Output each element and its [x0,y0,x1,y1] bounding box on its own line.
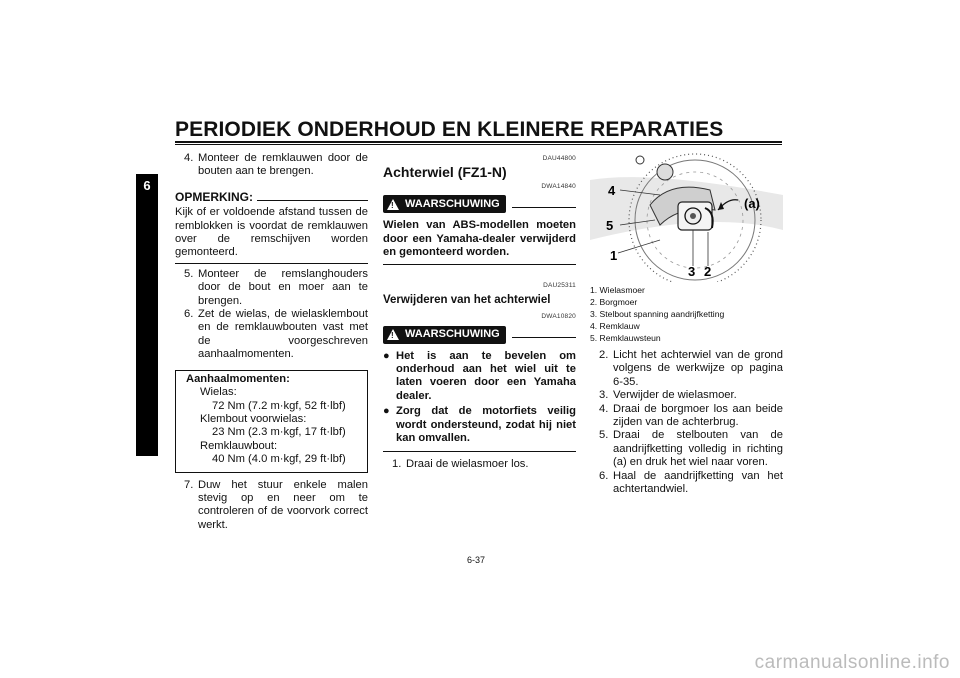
warning-header [383,195,576,213]
step-item: 5. Draai de stelbouten van de aandrijfketting volledig in richting (a) en druk het wiel naar voren. [599,429,783,469]
warning-bullet: ● Zorg dat de motorfiets veilig wordt ondersteund, zodat hij niet kan omvallen. [383,405,576,445]
chapter-tab: 6 [136,174,158,456]
figure-legend [590,284,783,344]
legend-item: 3. Stelbout spanning aandrijfketting [590,309,725,319]
title-rule [175,141,782,143]
step-item: 6. Haal de aandrijfketting van het achtertandwiel. [599,469,783,496]
legend-item: 5. Remklauwsteun [590,333,661,343]
warning-header [383,326,576,344]
legend-item: 4. Remklauw [590,321,640,331]
figure-label-5: 5 [606,218,614,233]
warning-badge: ! WAARSCHUWING [383,195,506,213]
doc-code: DWA10820 [541,313,576,321]
step-item: 6. Zet de wielas, de wielasklembout en de remklauwbouten vast met de voorgeschreven aanhaalmomenten. [184,308,368,361]
warning-bullet: ● Het is aan te bevelen om onderhoud aan het wiel uit te laten voeren door een Yamaha dealer. [383,349,576,402]
step-item: 4. Monteer de remklauwen door de bouten aan te brengen. [184,152,368,178]
step-item: 5. Monteer de remslanghouders door de bout en moer aan te brengen. [184,267,368,307]
section-heading: Achterwiel (FZ1-N) [383,164,507,181]
rear-wheel-illustration [590,150,783,282]
rear-wheel-figure [590,150,783,282]
step-item: 4. Draai de borgmoer los aan beide zijden van de achterbrug. [599,402,783,429]
warning-triangle-icon: ! [387,199,399,210]
note-text: Kijk of er voldoende afstand tussen de remblokken is voordat de remklauwen over de remschijven worden gemonteerd. [175,206,368,259]
step-item: 2. Licht het achterwiel van de grond volgens de werkwijze op pagina 6-35. [599,349,783,388]
warning-triangle-icon: ! [387,329,399,340]
figure-label-a: (a) [744,196,760,211]
watermark: carmanualsonline.info [754,652,950,673]
legend-item: 2. Borgmoer [590,297,638,307]
warning-text: Wielen van ABS-modellen moeten door een Yamaha-dealer verwijderd en gemonteerd worden. [383,219,576,259]
warning-divider [383,451,576,452]
warning-divider [383,264,576,265]
page-title: PERIODIEK ONDERHOUD EN KLEINERE REPARATIES [175,118,724,141]
step-item: 1. Draai de wielasmoer los. [392,457,529,470]
doc-code: DWA14840 [541,182,576,190]
figure-label-4: 4 [608,183,616,198]
warning-badge: ! WAARSCHUWING [383,326,506,344]
step-item: 3. Verwijder de wielasmoer. [599,389,737,402]
figure-label-2: 2 [704,264,712,279]
figure-label-1: 1 [610,248,618,263]
note-divider [175,263,368,264]
page-number: 6-37 [467,555,486,565]
column-right [590,284,783,496]
column-left [175,152,368,532]
step-item: 7. Duw het stuur enkele malen stevig op en neer om te controleren of de voorvork correct werkt. [184,478,368,531]
doc-code: DAU25311 [543,282,576,290]
figure-label-3: 3 [688,264,696,279]
doc-code: DAU44800 [542,155,576,162]
legend-item: 1. Wielasmoer [590,285,645,295]
column-middle [383,152,576,471]
torque-box: Aanhaalmomenten: Wielas: 72 Nm (7.2 m·kgf, 52 ft·lbf) Klembout voorwielas: 23 Nm (2.3 m·kgf, 17 ft·lbf) Remklauwbout: 40 Nm (4.0 m·kgf, 29 ft·lbf) [175,370,368,473]
title-rule-thin [175,144,782,145]
note-heading: OPMERKING: [175,191,368,204]
subsection-heading: Verwijderen van het achterwiel [383,293,551,306]
